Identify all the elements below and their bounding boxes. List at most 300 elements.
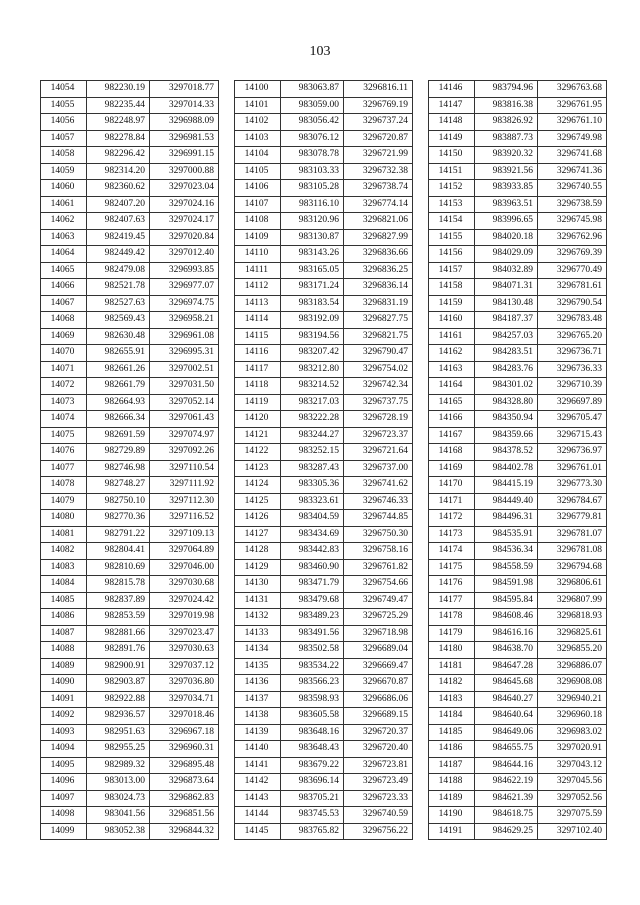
x-coordinate-cell: 983244.27 xyxy=(281,427,344,444)
y-coordinate-cell: 3296741.36 xyxy=(538,163,607,180)
x-coordinate-cell: 982230.19 xyxy=(87,81,150,98)
page-number: 103 xyxy=(309,44,331,59)
table-row xyxy=(41,279,219,296)
x-coordinate-cell: 984591.98 xyxy=(475,576,538,593)
point-id-cell: 14055 xyxy=(41,97,87,114)
point-id-cell: 14145 xyxy=(235,823,281,840)
point-id-cell: 14121 xyxy=(235,427,281,444)
point-id-cell: 14087 xyxy=(41,625,87,642)
x-coordinate-cell: 982750.10 xyxy=(87,493,150,510)
table-row xyxy=(235,741,413,758)
table-row xyxy=(41,757,219,774)
x-coordinate-cell: 983116.10 xyxy=(281,196,344,213)
table-row xyxy=(429,510,607,527)
y-coordinate-cell: 3297031.50 xyxy=(150,378,219,395)
y-coordinate-cell: 3296790.47 xyxy=(344,345,413,362)
table-row xyxy=(235,378,413,395)
point-id-cell: 14079 xyxy=(41,493,87,510)
table-row xyxy=(429,130,607,147)
table-row xyxy=(41,724,219,741)
x-coordinate-cell: 983679.22 xyxy=(281,757,344,774)
y-coordinate-cell: 3296961.08 xyxy=(150,328,219,345)
x-coordinate-cell: 983598.93 xyxy=(281,691,344,708)
table-row xyxy=(235,81,413,98)
table-row xyxy=(429,724,607,741)
y-coordinate-cell: 3296723.49 xyxy=(344,774,413,791)
y-coordinate-cell: 3296821.75 xyxy=(344,328,413,345)
table-row xyxy=(235,295,413,312)
y-coordinate-cell: 3297023.04 xyxy=(150,180,219,197)
table-row xyxy=(235,328,413,345)
y-coordinate-cell: 3296737.75 xyxy=(344,394,413,411)
y-coordinate-cell: 3297018.77 xyxy=(150,81,219,98)
y-coordinate-cell: 3296827.75 xyxy=(344,312,413,329)
point-id-cell: 14095 xyxy=(41,757,87,774)
table-row xyxy=(41,790,219,807)
point-id-cell: 14188 xyxy=(429,774,475,791)
table-row xyxy=(41,328,219,345)
table-row xyxy=(41,691,219,708)
y-coordinate-cell: 3296761.95 xyxy=(538,97,607,114)
x-coordinate-cell: 983143.26 xyxy=(281,246,344,263)
x-coordinate-cell: 982630.48 xyxy=(87,328,150,345)
x-coordinate-cell: 984536.34 xyxy=(475,543,538,560)
y-coordinate-cell: 3296736.97 xyxy=(538,444,607,461)
table-row xyxy=(41,394,219,411)
x-coordinate-cell: 982521.78 xyxy=(87,279,150,296)
y-coordinate-cell: 3296967.18 xyxy=(150,724,219,741)
table-row xyxy=(41,642,219,659)
point-id-cell: 14078 xyxy=(41,477,87,494)
x-coordinate-cell: 982881.66 xyxy=(87,625,150,642)
point-id-cell: 14125 xyxy=(235,493,281,510)
y-coordinate-cell: 3296818.93 xyxy=(538,609,607,626)
x-coordinate-cell: 983605.58 xyxy=(281,708,344,725)
x-coordinate-cell: 984071.31 xyxy=(475,279,538,296)
point-id-cell: 14166 xyxy=(429,411,475,428)
table-row xyxy=(429,97,607,114)
point-id-cell: 14167 xyxy=(429,427,475,444)
y-coordinate-cell: 3296723.33 xyxy=(344,790,413,807)
y-coordinate-cell: 3297052.14 xyxy=(150,394,219,411)
y-coordinate-cell: 3296827.99 xyxy=(344,229,413,246)
y-coordinate-cell: 3296720.40 xyxy=(344,741,413,758)
x-coordinate-cell: 984301.02 xyxy=(475,378,538,395)
table-row xyxy=(235,724,413,741)
point-id-cell: 14096 xyxy=(41,774,87,791)
y-coordinate-cell: 3296807.99 xyxy=(538,592,607,609)
point-id-cell: 14064 xyxy=(41,246,87,263)
y-coordinate-cell: 3296806.61 xyxy=(538,576,607,593)
x-coordinate-cell: 982419.45 xyxy=(87,229,150,246)
table-row xyxy=(41,114,219,131)
x-coordinate-cell: 982729.89 xyxy=(87,444,150,461)
x-coordinate-cell: 983745.53 xyxy=(281,807,344,824)
x-coordinate-cell: 983052.38 xyxy=(87,823,150,840)
x-coordinate-cell: 983648.43 xyxy=(281,741,344,758)
table-row xyxy=(235,345,413,362)
y-coordinate-cell: 3297052.56 xyxy=(538,790,607,807)
table-row xyxy=(429,493,607,510)
x-coordinate-cell: 982666.34 xyxy=(87,411,150,428)
table-row xyxy=(235,708,413,725)
point-id-cell: 14098 xyxy=(41,807,87,824)
y-coordinate-cell: 3296723.37 xyxy=(344,427,413,444)
point-id-cell: 14126 xyxy=(235,510,281,527)
y-coordinate-cell: 3296762.96 xyxy=(538,229,607,246)
y-coordinate-cell: 3297024.42 xyxy=(150,592,219,609)
y-coordinate-cell: 3296686.06 xyxy=(344,691,413,708)
point-id-cell: 14178 xyxy=(429,609,475,626)
y-coordinate-cell: 3297037.12 xyxy=(150,658,219,675)
y-coordinate-cell: 3296855.20 xyxy=(538,642,607,659)
table-row xyxy=(41,213,219,230)
table-row xyxy=(429,559,607,576)
y-coordinate-cell: 3297074.97 xyxy=(150,427,219,444)
x-coordinate-cell: 983921.56 xyxy=(475,163,538,180)
y-coordinate-cell: 3296742.34 xyxy=(344,378,413,395)
point-id-cell: 14181 xyxy=(429,658,475,675)
x-coordinate-cell: 984616.16 xyxy=(475,625,538,642)
y-coordinate-cell: 3296718.98 xyxy=(344,625,413,642)
point-id-cell: 14176 xyxy=(429,576,475,593)
y-coordinate-cell: 3297024.16 xyxy=(150,196,219,213)
y-coordinate-cell: 3296781.08 xyxy=(538,543,607,560)
point-id-cell: 14143 xyxy=(235,790,281,807)
table-row xyxy=(41,444,219,461)
point-id-cell: 14059 xyxy=(41,163,87,180)
table-row xyxy=(41,361,219,378)
coordinate-table-2 xyxy=(234,80,413,840)
point-id-cell: 14191 xyxy=(429,823,475,840)
x-coordinate-cell: 984257.03 xyxy=(475,328,538,345)
x-coordinate-cell: 983192.09 xyxy=(281,312,344,329)
table-row xyxy=(235,477,413,494)
point-id-cell: 14136 xyxy=(235,675,281,692)
table-row xyxy=(235,642,413,659)
x-coordinate-cell: 984130.48 xyxy=(475,295,538,312)
coordinate-table-3 xyxy=(428,80,607,840)
table-row xyxy=(235,576,413,593)
table-row xyxy=(235,213,413,230)
point-id-cell: 14120 xyxy=(235,411,281,428)
x-coordinate-cell: 982569.43 xyxy=(87,312,150,329)
x-coordinate-cell: 983502.58 xyxy=(281,642,344,659)
y-coordinate-cell: 3296773.30 xyxy=(538,477,607,494)
point-id-cell: 14190 xyxy=(429,807,475,824)
point-id-cell: 14189 xyxy=(429,790,475,807)
point-id-cell: 14138 xyxy=(235,708,281,725)
x-coordinate-cell: 982955.25 xyxy=(87,741,150,758)
point-id-cell: 14090 xyxy=(41,675,87,692)
x-coordinate-cell: 982815.78 xyxy=(87,576,150,593)
y-coordinate-cell: 3296723.81 xyxy=(344,757,413,774)
table-row xyxy=(429,262,607,279)
point-id-cell: 14165 xyxy=(429,394,475,411)
x-coordinate-cell: 982903.87 xyxy=(87,675,150,692)
y-coordinate-cell: 3297110.54 xyxy=(150,460,219,477)
point-id-cell: 14174 xyxy=(429,543,475,560)
point-id-cell: 14117 xyxy=(235,361,281,378)
table-row xyxy=(429,427,607,444)
point-id-cell: 14107 xyxy=(235,196,281,213)
point-id-cell: 14184 xyxy=(429,708,475,725)
x-coordinate-cell: 982527.63 xyxy=(87,295,150,312)
point-id-cell: 14182 xyxy=(429,675,475,692)
point-id-cell: 14179 xyxy=(429,625,475,642)
table-row xyxy=(41,246,219,263)
y-coordinate-cell: 3296749.98 xyxy=(538,130,607,147)
point-id-cell: 14128 xyxy=(235,543,281,560)
x-coordinate-cell: 982661.79 xyxy=(87,378,150,395)
y-coordinate-cell: 3296774.14 xyxy=(344,196,413,213)
point-id-cell: 14180 xyxy=(429,642,475,659)
y-coordinate-cell: 3297112.30 xyxy=(150,493,219,510)
y-coordinate-cell: 3296758.16 xyxy=(344,543,413,560)
y-coordinate-cell: 3296732.38 xyxy=(344,163,413,180)
x-coordinate-cell: 983214.52 xyxy=(281,378,344,395)
y-coordinate-cell: 3297030.68 xyxy=(150,576,219,593)
x-coordinate-cell: 983222.28 xyxy=(281,411,344,428)
x-coordinate-cell: 984020.18 xyxy=(475,229,538,246)
table-row xyxy=(41,658,219,675)
x-coordinate-cell: 982748.27 xyxy=(87,477,150,494)
table-row xyxy=(235,823,413,840)
y-coordinate-cell: 3296670.87 xyxy=(344,675,413,692)
x-coordinate-cell: 984640.64 xyxy=(475,708,538,725)
point-id-cell: 14072 xyxy=(41,378,87,395)
x-coordinate-cell: 984032.89 xyxy=(475,262,538,279)
table-row xyxy=(429,444,607,461)
point-id-cell: 14134 xyxy=(235,642,281,659)
table-row xyxy=(429,609,607,626)
point-id-cell: 14065 xyxy=(41,262,87,279)
x-coordinate-cell: 983963.51 xyxy=(475,196,538,213)
point-id-cell: 14144 xyxy=(235,807,281,824)
y-coordinate-cell: 3296765.20 xyxy=(538,328,607,345)
table-row xyxy=(41,262,219,279)
x-coordinate-cell: 983434.69 xyxy=(281,526,344,543)
y-coordinate-cell: 3296754.66 xyxy=(344,576,413,593)
point-id-cell: 14162 xyxy=(429,345,475,362)
x-coordinate-cell: 982691.59 xyxy=(87,427,150,444)
point-id-cell: 14119 xyxy=(235,394,281,411)
point-id-cell: 14160 xyxy=(429,312,475,329)
point-id-cell: 14115 xyxy=(235,328,281,345)
y-coordinate-cell: 3296705.47 xyxy=(538,411,607,428)
x-coordinate-cell: 983816.38 xyxy=(475,97,538,114)
y-coordinate-cell: 3296737.00 xyxy=(344,460,413,477)
table-row xyxy=(429,774,607,791)
point-id-cell: 14175 xyxy=(429,559,475,576)
y-coordinate-cell: 3296715.43 xyxy=(538,427,607,444)
table-row xyxy=(235,246,413,263)
y-coordinate-cell: 3296836.66 xyxy=(344,246,413,263)
point-id-cell: 14129 xyxy=(235,559,281,576)
y-coordinate-cell: 3296977.07 xyxy=(150,279,219,296)
y-coordinate-cell: 3296725.29 xyxy=(344,609,413,626)
x-coordinate-cell: 984622.19 xyxy=(475,774,538,791)
point-id-cell: 14170 xyxy=(429,477,475,494)
x-coordinate-cell: 983287.43 xyxy=(281,460,344,477)
x-coordinate-cell: 983041.56 xyxy=(87,807,150,824)
x-coordinate-cell: 983479.68 xyxy=(281,592,344,609)
point-id-cell: 14153 xyxy=(429,196,475,213)
coordinate-tables xyxy=(0,80,640,850)
x-coordinate-cell: 983826.92 xyxy=(475,114,538,131)
y-coordinate-cell: 3296825.61 xyxy=(538,625,607,642)
y-coordinate-cell: 3296821.06 xyxy=(344,213,413,230)
table-row xyxy=(429,823,607,840)
table-row xyxy=(429,625,607,642)
point-id-cell: 14113 xyxy=(235,295,281,312)
x-coordinate-cell: 983648.16 xyxy=(281,724,344,741)
table-row xyxy=(429,757,607,774)
table-row xyxy=(235,757,413,774)
table-row xyxy=(235,609,413,626)
y-coordinate-cell: 3297061.43 xyxy=(150,411,219,428)
x-coordinate-cell: 984283.51 xyxy=(475,345,538,362)
x-coordinate-cell: 982837.89 xyxy=(87,592,150,609)
point-id-cell: 14058 xyxy=(41,147,87,164)
point-id-cell: 14123 xyxy=(235,460,281,477)
point-id-cell: 14127 xyxy=(235,526,281,543)
table-row xyxy=(41,229,219,246)
point-id-cell: 14085 xyxy=(41,592,87,609)
table-row xyxy=(429,394,607,411)
x-coordinate-cell: 983404.59 xyxy=(281,510,344,527)
y-coordinate-cell: 3296769.39 xyxy=(538,246,607,263)
x-coordinate-cell: 982655.91 xyxy=(87,345,150,362)
x-coordinate-cell: 984638.70 xyxy=(475,642,538,659)
table-row xyxy=(235,361,413,378)
x-coordinate-cell: 983024.73 xyxy=(87,790,150,807)
table-row xyxy=(429,477,607,494)
x-coordinate-cell: 983534.22 xyxy=(281,658,344,675)
point-id-cell: 14102 xyxy=(235,114,281,131)
x-coordinate-cell: 982235.44 xyxy=(87,97,150,114)
table-row xyxy=(429,543,607,560)
y-coordinate-cell: 3297012.40 xyxy=(150,246,219,263)
y-coordinate-cell: 3296960.18 xyxy=(538,708,607,725)
point-id-cell: 14150 xyxy=(429,147,475,164)
table-row xyxy=(41,378,219,395)
point-id-cell: 14177 xyxy=(429,592,475,609)
table-row xyxy=(41,427,219,444)
point-id-cell: 14163 xyxy=(429,361,475,378)
x-coordinate-cell: 982278.84 xyxy=(87,130,150,147)
x-coordinate-cell: 983765.82 xyxy=(281,823,344,840)
point-id-cell: 14185 xyxy=(429,724,475,741)
y-coordinate-cell: 3296740.59 xyxy=(344,807,413,824)
y-coordinate-cell: 3296721.99 xyxy=(344,147,413,164)
table-row xyxy=(41,163,219,180)
point-id-cell: 14186 xyxy=(429,741,475,758)
point-id-cell: 14183 xyxy=(429,691,475,708)
x-coordinate-cell: 983920.32 xyxy=(475,147,538,164)
y-coordinate-cell: 3297000.88 xyxy=(150,163,219,180)
x-coordinate-cell: 983460.90 xyxy=(281,559,344,576)
y-coordinate-cell: 3296689.04 xyxy=(344,642,413,659)
point-id-cell: 14062 xyxy=(41,213,87,230)
table-row xyxy=(235,229,413,246)
x-coordinate-cell: 983305.36 xyxy=(281,477,344,494)
table-row xyxy=(235,411,413,428)
point-id-cell: 14132 xyxy=(235,609,281,626)
y-coordinate-cell: 3296669.47 xyxy=(344,658,413,675)
x-coordinate-cell: 983056.42 xyxy=(281,114,344,131)
x-coordinate-cell: 984328.80 xyxy=(475,394,538,411)
point-id-cell: 14110 xyxy=(235,246,281,263)
x-coordinate-cell: 984647.28 xyxy=(475,658,538,675)
table-row xyxy=(41,477,219,494)
point-id-cell: 14082 xyxy=(41,543,87,560)
point-id-cell: 14091 xyxy=(41,691,87,708)
point-id-cell: 14169 xyxy=(429,460,475,477)
x-coordinate-cell: 984449.40 xyxy=(475,493,538,510)
y-coordinate-cell: 3296983.02 xyxy=(538,724,607,741)
table-row xyxy=(429,741,607,758)
x-coordinate-cell: 982248.97 xyxy=(87,114,150,131)
table-row xyxy=(235,147,413,164)
y-coordinate-cell: 3297020.84 xyxy=(150,229,219,246)
x-coordinate-cell: 984618.75 xyxy=(475,807,538,824)
table-row xyxy=(235,526,413,543)
table-row xyxy=(235,312,413,329)
point-id-cell: 14089 xyxy=(41,658,87,675)
y-coordinate-cell: 3297043.12 xyxy=(538,757,607,774)
x-coordinate-cell: 983217.03 xyxy=(281,394,344,411)
table-row xyxy=(235,262,413,279)
table-row xyxy=(429,460,607,477)
y-coordinate-cell: 3296770.49 xyxy=(538,262,607,279)
y-coordinate-cell: 3297023.47 xyxy=(150,625,219,642)
table-row xyxy=(429,691,607,708)
point-id-cell: 14086 xyxy=(41,609,87,626)
y-coordinate-cell: 3296769.19 xyxy=(344,97,413,114)
y-coordinate-cell: 3296958.21 xyxy=(150,312,219,329)
table-row xyxy=(41,576,219,593)
table-row xyxy=(235,196,413,213)
y-coordinate-cell: 3297034.71 xyxy=(150,691,219,708)
table-row xyxy=(429,147,607,164)
table-row xyxy=(41,81,219,98)
table-row xyxy=(235,180,413,197)
x-coordinate-cell: 982661.26 xyxy=(87,361,150,378)
table-row xyxy=(429,246,607,263)
y-coordinate-cell: 3296895.48 xyxy=(150,757,219,774)
y-coordinate-cell: 3297092.26 xyxy=(150,444,219,461)
x-coordinate-cell: 983696.14 xyxy=(281,774,344,791)
x-coordinate-cell: 983076.12 xyxy=(281,130,344,147)
y-coordinate-cell: 3296746.33 xyxy=(344,493,413,510)
x-coordinate-cell: 983471.79 xyxy=(281,576,344,593)
y-coordinate-cell: 3296991.15 xyxy=(150,147,219,164)
y-coordinate-cell: 3296744.85 xyxy=(344,510,413,527)
point-id-cell: 14156 xyxy=(429,246,475,263)
point-id-cell: 14142 xyxy=(235,774,281,791)
y-coordinate-cell: 3296736.33 xyxy=(538,361,607,378)
y-coordinate-cell: 3296754.02 xyxy=(344,361,413,378)
point-id-cell: 14130 xyxy=(235,576,281,593)
table-row xyxy=(41,295,219,312)
table-row xyxy=(41,774,219,791)
y-coordinate-cell: 3297020.91 xyxy=(538,741,607,758)
point-id-cell: 14139 xyxy=(235,724,281,741)
point-id-cell: 14149 xyxy=(429,130,475,147)
table-row xyxy=(235,444,413,461)
y-coordinate-cell: 3296750.30 xyxy=(344,526,413,543)
